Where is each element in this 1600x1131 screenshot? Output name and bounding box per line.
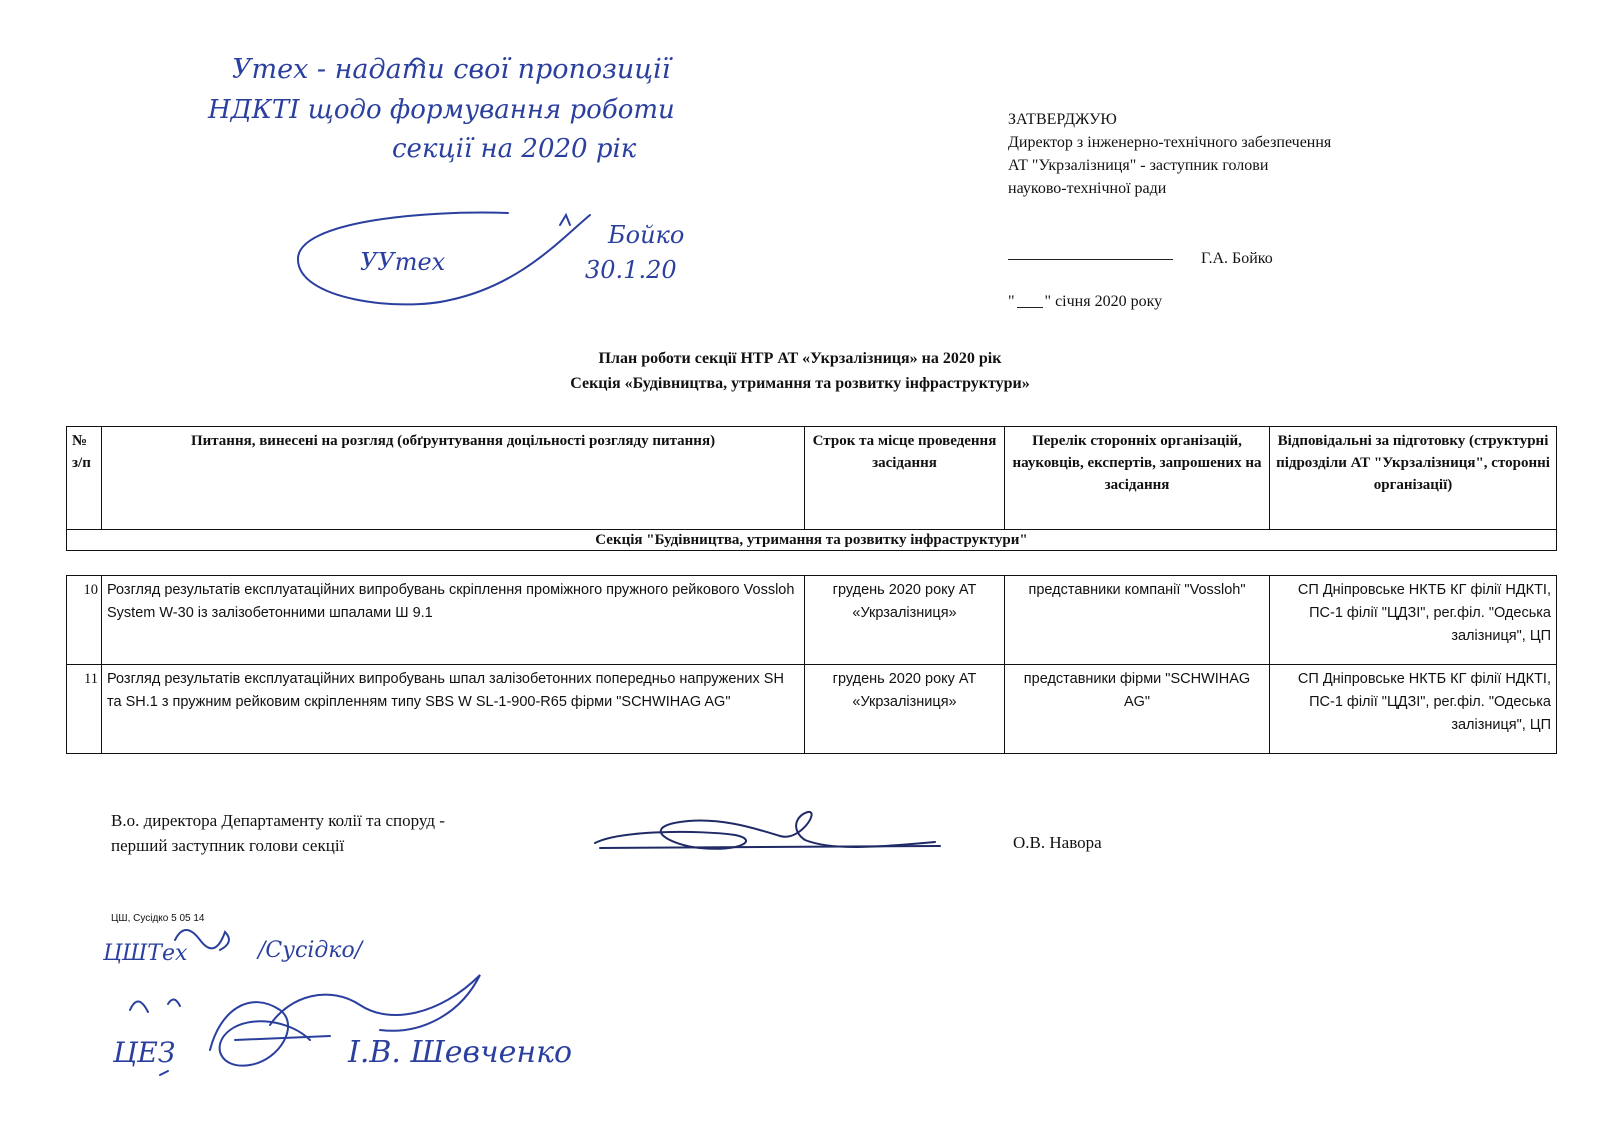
row-date-place: грудень 2020 року АТ «Укрзалізниця» — [805, 576, 1005, 665]
section-row: Секція "Будівництва, утримання та розвитку інфраструктури" — [67, 530, 1557, 551]
table-row — [67, 576, 1557, 665]
approval-date — [1008, 293, 1162, 311]
scribble-3 — [270, 975, 480, 1031]
row-responsible: СП Дніпровське НКТБ КГ філії НДКТІ, ПС-1 філії "ЦДЗІ", рег.філ. "Одеська залізниця", ЦП — [1270, 665, 1557, 754]
bottom-note-4: І.В. Шевченко — [348, 1035, 573, 1070]
scribble-2 — [130, 999, 180, 1012]
footer-name: О.В. Навора — [1013, 833, 1102, 852]
document-title: План роботи секції НТР АТ «Укрзалізниця» на 2020 рік — [598, 350, 1002, 367]
footer-position-line-2: перший заступник голови секції — [111, 836, 345, 855]
footer-position — [111, 808, 445, 858]
row-number: 10 — [67, 576, 102, 665]
approval-heading: ЗАТВЕРДЖУЮ — [1008, 111, 1117, 128]
row-question: Розгляд результатів експлуатаційних випробувань шпал залізобетонних попередньо напружених SH та SH.1 з пружним рейковим скріпленням типу SBS W SL-1-900-R65 фірми "SCHWIHAG AG" — [102, 665, 805, 754]
footer-signature — [595, 812, 935, 849]
resolution-line-3: секції на 2020 рік — [392, 134, 637, 164]
handwritten-initials: УУтех — [360, 248, 446, 276]
plan-table-header — [66, 426, 1557, 551]
row-number: 11 — [67, 665, 102, 754]
document-subtitle: Секція «Будівництва, утримання та розвитку інфраструктури» — [570, 375, 1030, 392]
approval-signatory: Г.А. Бойко — [1201, 250, 1273, 267]
header-question: Питання, винесені на розгляд (обґрунтування доцільності розгляду питання) — [102, 427, 805, 530]
approval-block — [1008, 108, 1331, 200]
row-question: Розгляд результатів експлуатаційних випробувань скріплення проміжного пружного рейкового Vossloh System W-30 із залізобетонними шпалами Ш 9.1 — [102, 576, 805, 665]
header-date-place: Строк та місце проведення засідання — [805, 427, 1005, 530]
header-row — [67, 427, 1557, 530]
scribble-4 — [210, 1002, 310, 1065]
signature-blank — [1008, 259, 1173, 260]
date-text: " січня 2020 року — [1044, 293, 1163, 310]
bottom-note-3: ЦЕЗ — [113, 1036, 176, 1069]
header-invited: Перелік сторонніх організацій, науковців, експертів, запрошених на засідання — [1005, 427, 1270, 530]
bottom-note-2: /Сусідко/ — [258, 938, 363, 963]
row-date-place: грудень 2020 року АТ «Укрзалізниця» — [805, 665, 1005, 754]
resolution-line-1: Утех - надати свої пропозиції — [232, 54, 671, 85]
executor-note: ЦШ, Сусідко 5 05 14 — [111, 913, 205, 924]
handwritten-name: Бойко — [608, 221, 685, 249]
row-responsible: СП Дніпровське НКТБ КГ філії НДКТІ, ПС-1 філії "ЦДЗІ", рег.філ. "Одеська залізниця", ЦП — [1270, 576, 1557, 665]
approval-position-1: Директор з інженерно-технічного забезпечення — [1008, 134, 1332, 151]
date-quote-open: " — [1008, 293, 1015, 310]
bottom-note-1: ЦШТех — [103, 941, 188, 966]
approval-position-2: АТ "Укрзалізниця" - заступник голови — [1008, 157, 1269, 174]
table-row — [67, 665, 1557, 754]
header-number: № з/п — [67, 427, 102, 530]
signature-loop — [298, 213, 590, 305]
approval-signature-line — [1008, 250, 1273, 268]
resolution-line-2: НДКТІ щодо формування роботи — [208, 95, 675, 125]
scribble-1 — [175, 930, 229, 950]
row-invited: представники фірми "SCHWIHAG AG" — [1005, 665, 1270, 754]
row-invited: представники компанії "Vossloh" — [1005, 576, 1270, 665]
footer-position-line-1: В.о. директора Департаменту колії та споруд - — [111, 811, 445, 830]
header-responsible: Відповідальні за підготовку (структурні підрозділи АТ "Укрзалізниця", сторонні організації) — [1270, 427, 1557, 530]
date-blank — [1017, 307, 1043, 308]
plan-table-body — [66, 575, 1557, 754]
handwritten-date: 30.1.20 — [585, 256, 677, 284]
approval-position-3: науково-технічної ради — [1008, 180, 1167, 197]
